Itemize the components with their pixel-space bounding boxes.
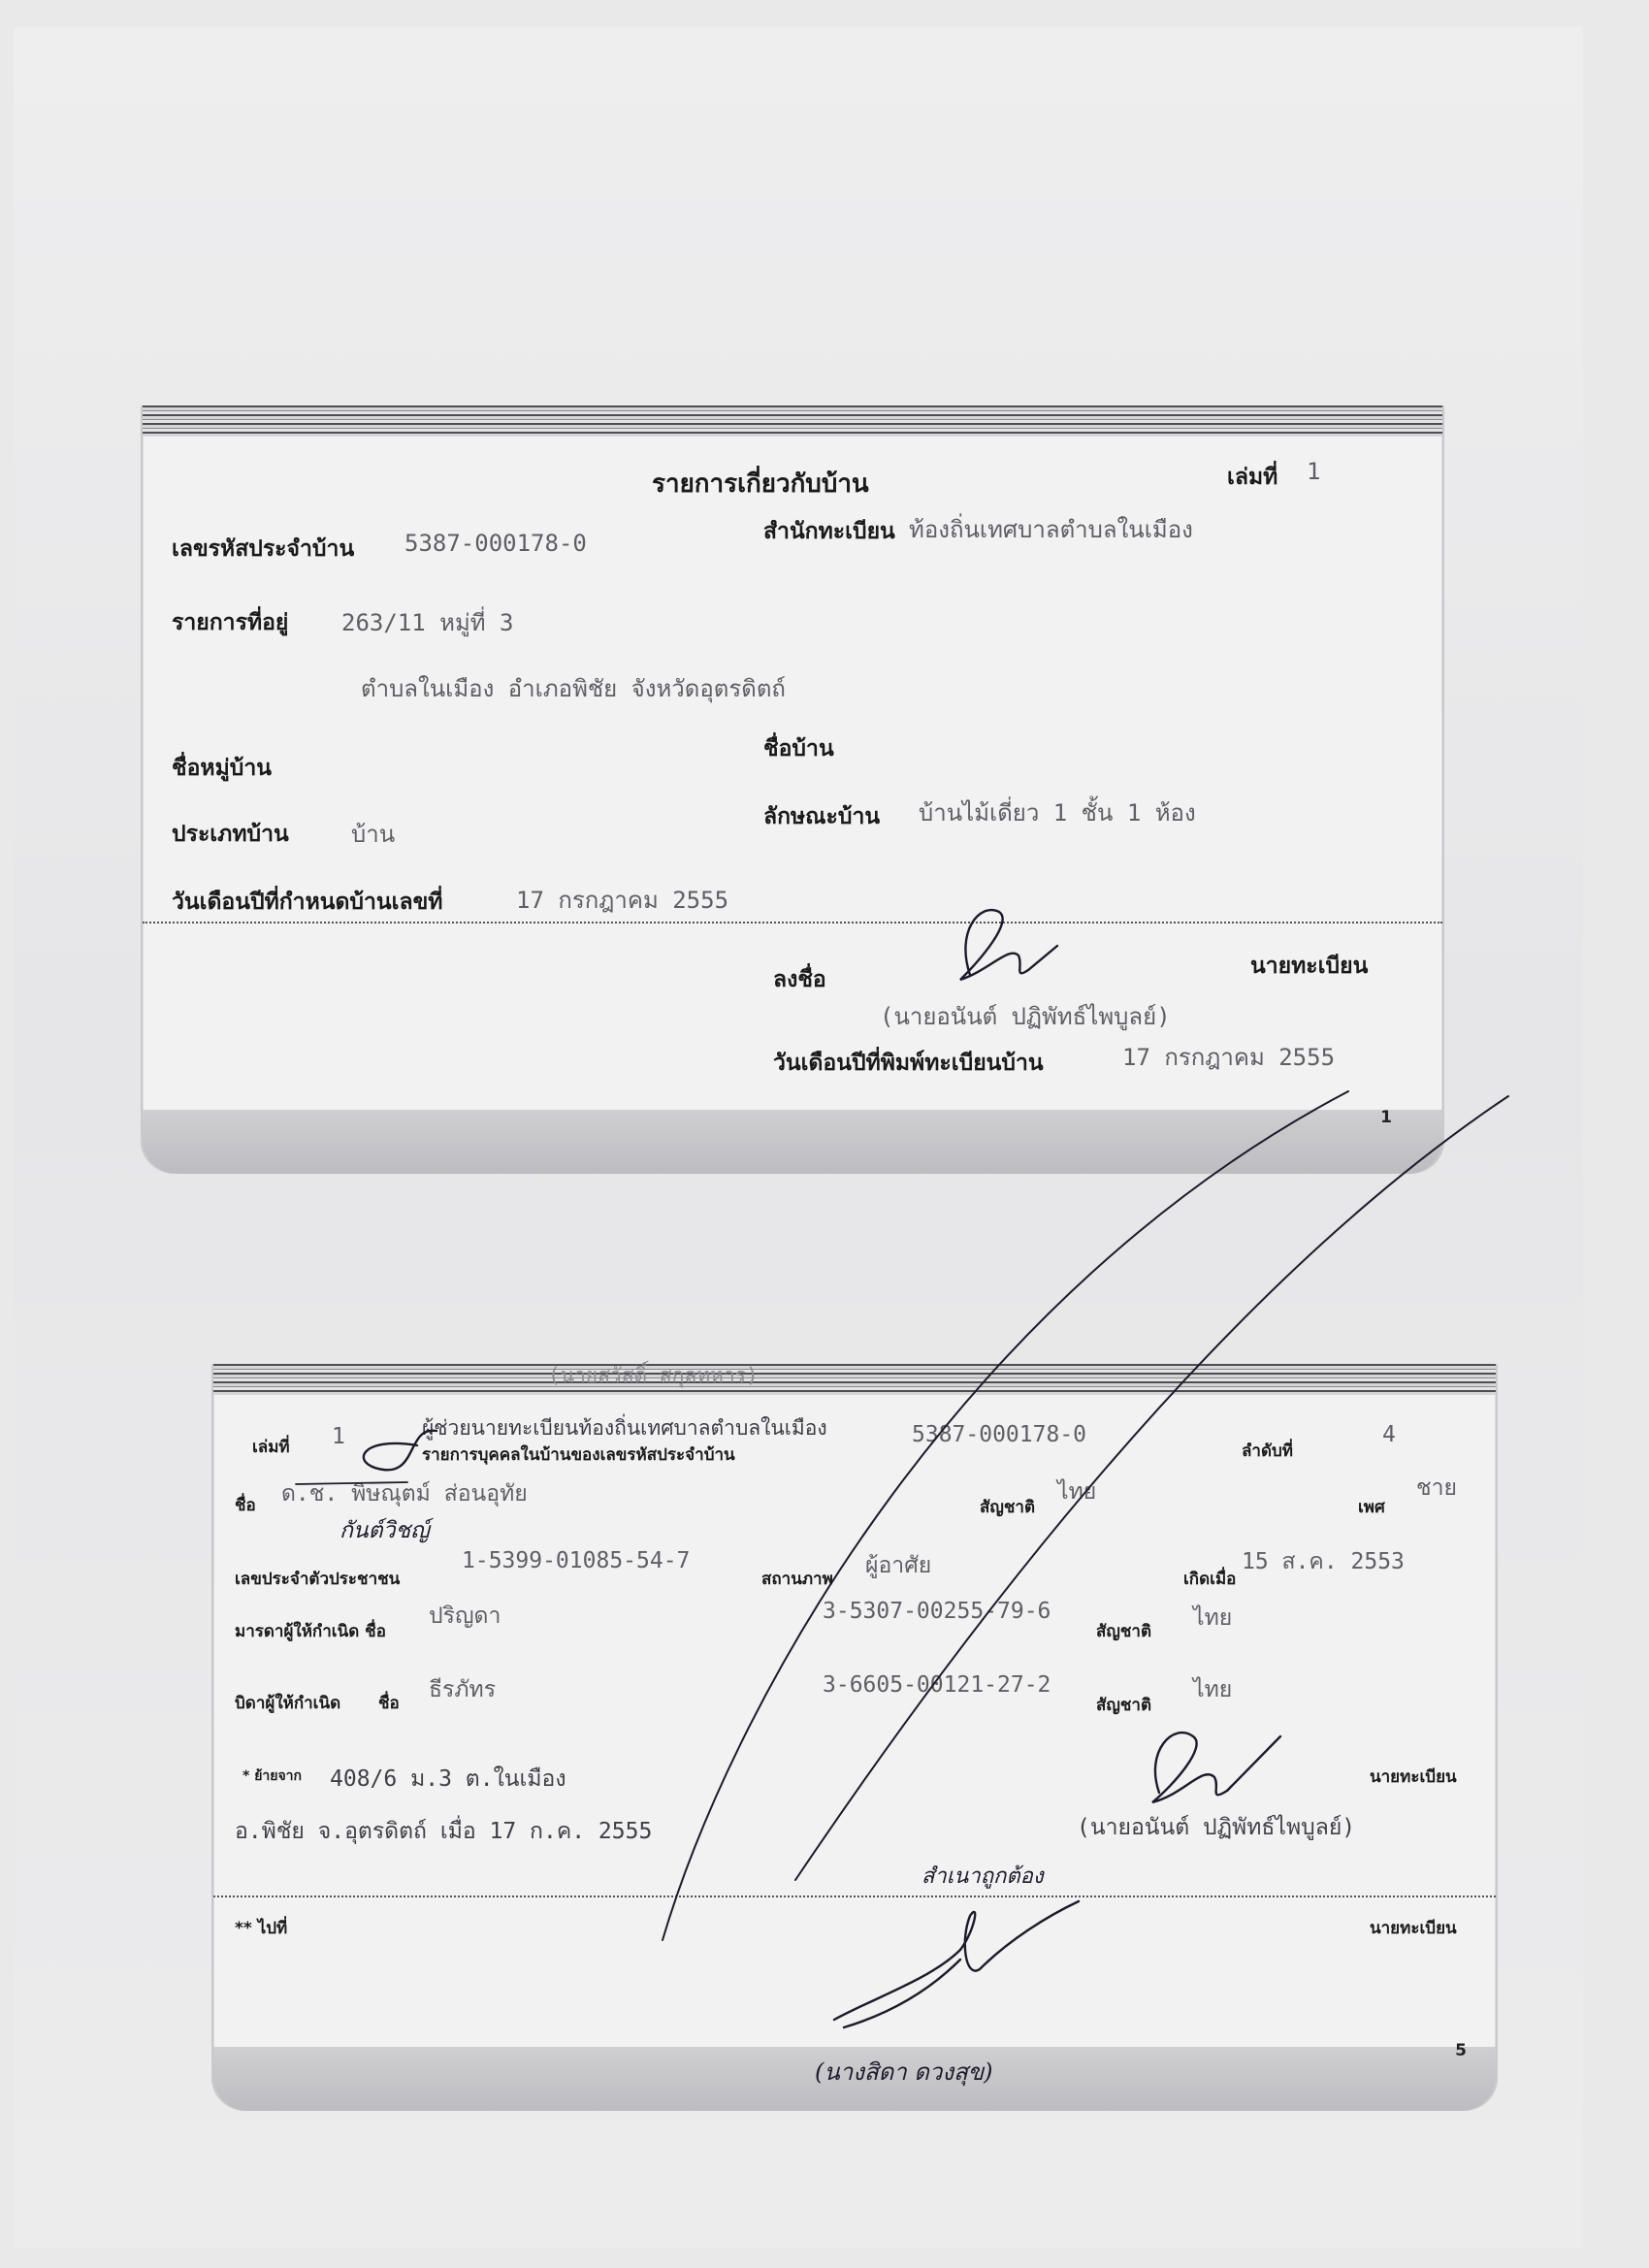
status-label: สถานภาพ bbox=[761, 1570, 833, 1589]
father-nationality: ไทย bbox=[1193, 1677, 1233, 1702]
dotted-divider bbox=[143, 922, 1442, 923]
page-number-1: 1 bbox=[1380, 1108, 1392, 1127]
house-name-label: ชื่อบ้าน bbox=[763, 736, 834, 761]
page-number-5: 5 bbox=[1455, 2041, 1467, 2060]
mother-nationality: ไทย bbox=[1193, 1605, 1233, 1631]
card2-registrar-name: (นายอนันต์ ปฏิพัทธ์ไพบูลย์) bbox=[1077, 1815, 1356, 1840]
order-value: 4 bbox=[1382, 1422, 1396, 1447]
card2-house-code: 5387-000178-0 bbox=[912, 1422, 1087, 1447]
registrar-name: (นายอนันต์ ปฏิพัทธ์ไพบูลย์) bbox=[880, 1003, 1171, 1030]
moved-from-label: * ย้ายจาก bbox=[242, 1768, 303, 1784]
mother-id: 3-5307-00255-79-6 bbox=[823, 1599, 1051, 1624]
moved-from-line1: 408/6 ม.3 ต.ในเมือง bbox=[330, 1766, 566, 1792]
name-value: ด.ช. พิษณุตม์ ส่อนอุทัย bbox=[281, 1481, 528, 1507]
handwritten-certifier-name: (นางสิดา ดวงสุข) bbox=[815, 2058, 993, 2086]
overprint-name: (นายสวัสดิ์ สกุลทหาร) bbox=[548, 1364, 759, 1387]
print-date-value: 17 กรกฎาคม 2555 bbox=[1122, 1044, 1336, 1071]
status-value: ผู้อาศัย bbox=[865, 1553, 932, 1578]
house-style-label: ลักษณะบ้าน bbox=[763, 804, 881, 829]
registry-office-label: สำนักทะเบียน bbox=[763, 519, 895, 544]
born-label: เกิดเมื่อ bbox=[1183, 1570, 1237, 1589]
father-name-label: ชื่อ bbox=[378, 1694, 400, 1713]
order-label: ลำดับที่ bbox=[1242, 1442, 1294, 1461]
card1-book-value: 1 bbox=[1307, 458, 1321, 485]
house-code-value: 5387-000178-0 bbox=[404, 530, 587, 557]
card2-registrar-label-2: นายทะเบียน bbox=[1370, 1919, 1457, 1938]
house-code-label: เลขรหัสประจำบ้าน bbox=[172, 536, 355, 562]
father-nationality-label: สัญชาติ bbox=[1096, 1696, 1151, 1715]
father-label: บิดาผู้ให้กำเนิด bbox=[235, 1694, 341, 1713]
father-name: ธีรภัทร bbox=[429, 1677, 497, 1702]
sex-label: เพศ bbox=[1358, 1498, 1385, 1517]
card2-registrar-label: นายทะเบียน bbox=[1370, 1767, 1457, 1787]
id-value: 1-5399-01085-54-7 bbox=[462, 1548, 691, 1573]
address-label: รายการที่อยู่ bbox=[172, 610, 289, 635]
house-style-value: บ้านไม้เดี่ยว 1 ชั้น 1 ห้อง bbox=[919, 799, 1196, 826]
address-line2: ตำบลในเมือง อำเภอพิชัย จังหวัดอุตรดิตถ์ bbox=[361, 675, 786, 702]
registry-stamp: ผู้ช่วยนายทะเบียนท้องถิ่นเทศบาลตำบลในเมือง bbox=[422, 1416, 827, 1440]
card1-book-label: เล่มที่ bbox=[1227, 465, 1278, 490]
sex-value: ชาย bbox=[1416, 1475, 1458, 1501]
registry-office-value: ท้องถิ่นเทศบาลตำบลในเมือง bbox=[909, 516, 1193, 543]
village-name-label: ชื่อหมู่บ้าน bbox=[172, 756, 272, 781]
address-line1: 263/11 หมู่ที่ 3 bbox=[341, 609, 514, 636]
moved-from-line2: อ.พิชัย จ.อุตรดิตถ์ เมื่อ 17 ก.ค. 2555 bbox=[235, 1819, 653, 1844]
name-correction: กันต์วิชญ์ bbox=[340, 1518, 430, 1543]
dotted-divider bbox=[213, 1895, 1496, 1897]
sign-label: ลงชื่อ bbox=[773, 967, 826, 992]
house-type-label: ประเภทบ้าน bbox=[172, 822, 289, 847]
mother-name: ปริญดา bbox=[429, 1604, 501, 1629]
card-binding-edge bbox=[143, 405, 1442, 437]
father-id: 3-6605-00121-27-2 bbox=[823, 1672, 1051, 1698]
print-date-label: วันเดือนปีที่พิมพ์ทะเบียนบ้าน bbox=[773, 1051, 1044, 1076]
id-label: เลขประจำตัวประชาชน bbox=[235, 1570, 401, 1589]
moved-to-label: ** ไปที่ bbox=[235, 1919, 288, 1938]
nationality-label: สัญชาติ bbox=[980, 1498, 1035, 1517]
card-binding-edge bbox=[213, 1364, 1496, 1395]
assigned-date-value: 17 กรกฎาคม 2555 bbox=[516, 887, 729, 914]
born-value: 15 ส.ค. 2553 bbox=[1242, 1549, 1405, 1574]
card2-book-label: เล่มที่ bbox=[252, 1438, 290, 1457]
nationality-value: ไทย bbox=[1057, 1479, 1097, 1505]
person-record-card bbox=[211, 1364, 1498, 2111]
house-list-label: รายการบุคคลในบ้านของเลขรหัสประจำบ้าน bbox=[422, 1445, 735, 1465]
handwritten-certified-note: สำเนาถูกต้อง bbox=[922, 1864, 1044, 1889]
card-footer-band bbox=[143, 1110, 1442, 1174]
mother-label: มารดาผู้ให้กำเนิด ชื่อ bbox=[235, 1622, 386, 1641]
house-type-value: บ้าน bbox=[351, 821, 396, 848]
house-details-card bbox=[141, 405, 1444, 1174]
card1-title: รายการเกี่ยวกับบ้าน bbox=[652, 470, 869, 499]
name-label: ชื่อ bbox=[235, 1496, 256, 1515]
registrar-label: นายทะเบียน bbox=[1250, 954, 1369, 979]
assigned-date-label: วันเดือนปีที่กำหนดบ้านเลขที่ bbox=[172, 890, 443, 915]
mother-nationality-label: สัญชาติ bbox=[1096, 1622, 1151, 1641]
card2-book-value: 1 bbox=[332, 1424, 345, 1449]
